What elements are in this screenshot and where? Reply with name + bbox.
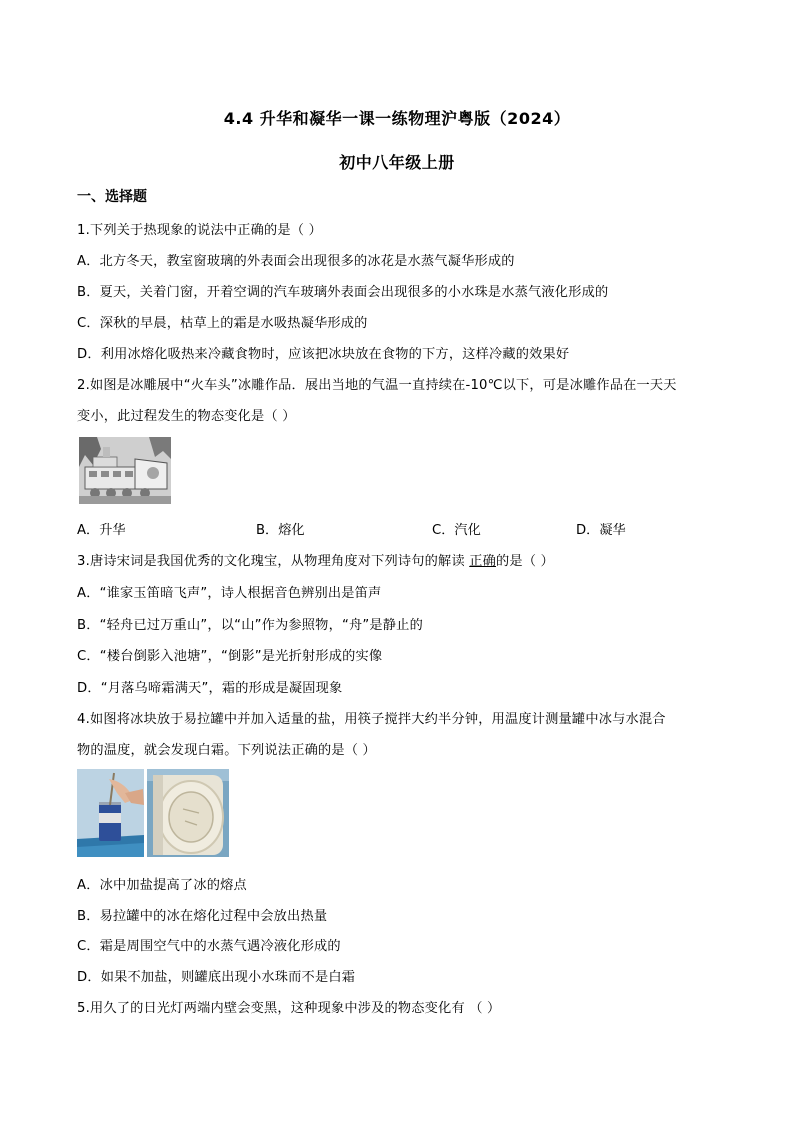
can-stirring-image (77, 769, 144, 857)
q1-option-c: C．深秋的早晨，枯草上的霜是水吸热凝华形成的 (77, 316, 368, 331)
q1-option-a: A．北方冬天，教室窗玻璃的外表面会出现很多的冰花是水蒸气凝华形成的 (77, 254, 515, 269)
q4-option-c: C．霜是周围空气中的水蒸气遇冷液化形成的 (77, 939, 341, 954)
q4-option-a: A．冰中加盐提高了冰的熔点 (77, 878, 247, 893)
q2-stem-line1: 2.如图是冰雕展中“火车头”冰雕作品．展出当地的气温一直持续在-10℃以下，可是冰雕作品在一天天 (77, 378, 677, 393)
document-subtitle: 初中八年级上册 (339, 153, 455, 172)
q2-stem-line2: 变小，此过程发生的物态变化是（ ） (77, 409, 296, 424)
q4-stem-line2: 物的温度，就会发现白霜。下列说法正确的是（ ） (77, 743, 376, 758)
q4-stem-line1: 4.如图将冰块放于易拉罐中并加入适量的盐，用筷子搅拌大约半分钟，用温度计测量罐中冰与水混合 (77, 712, 666, 727)
section-heading: 一、选择题 (77, 189, 147, 205)
ice-sculpture-train-image (79, 437, 171, 504)
q4-option-d: D．如果不加盐，则罐底出现小水珠而不是白霜 (77, 970, 356, 985)
q1-stem: 1.下列关于热现象的说法中正确的是（ ） (77, 223, 322, 238)
q3-option-b: B．“轻舟已过万重山”，以“山”作为参照物，“舟”是静止的 (77, 618, 423, 633)
can-bottom-frost-image (147, 769, 229, 857)
q1-option-b: B．夏天，关着门窗，开着空调的汽车玻璃外表面会出现很多的小水珠是水蒸气液化形成的 (77, 285, 609, 300)
q2-option-c: C．汽化 (432, 523, 481, 538)
q3-option-c: C．“楼台倒影入池塘”，“倒影”是光折射形成的实像 (77, 649, 383, 664)
q1-option-d: D．利用冰熔化吸热来冷藏食物时，应该把冰块放在食物的下方，这样冷藏的效果好 (77, 347, 570, 362)
q4-option-b: B．易拉罐中的冰在熔化过程中会放出热量 (77, 909, 328, 924)
q2-option-a: A．升华 (77, 523, 126, 538)
q3-stem: 3.唐诗宋词是我国优秀的文化瑰宝，从物理角度对下列诗句的解读 正确的是（ ） (77, 554, 554, 569)
document-title: 4.4 升华和凝华一课一练物理沪粤版（2024） (223, 109, 571, 128)
q3-option-d: D．“月落乌啼霜满天”，霜的形成是凝固现象 (77, 681, 343, 696)
q2-option-b: B．熔化 (256, 523, 305, 538)
q5-stem: 5.用久了的日光灯两端内壁会变黑，这种现象中涉及的物态变化有 （ ） (77, 1001, 501, 1016)
q2-option-d: D．凝华 (576, 523, 626, 538)
q3-option-a: A．“谁家玉笛暗飞声”，诗人根据音色辨别出是笛声 (77, 586, 382, 601)
